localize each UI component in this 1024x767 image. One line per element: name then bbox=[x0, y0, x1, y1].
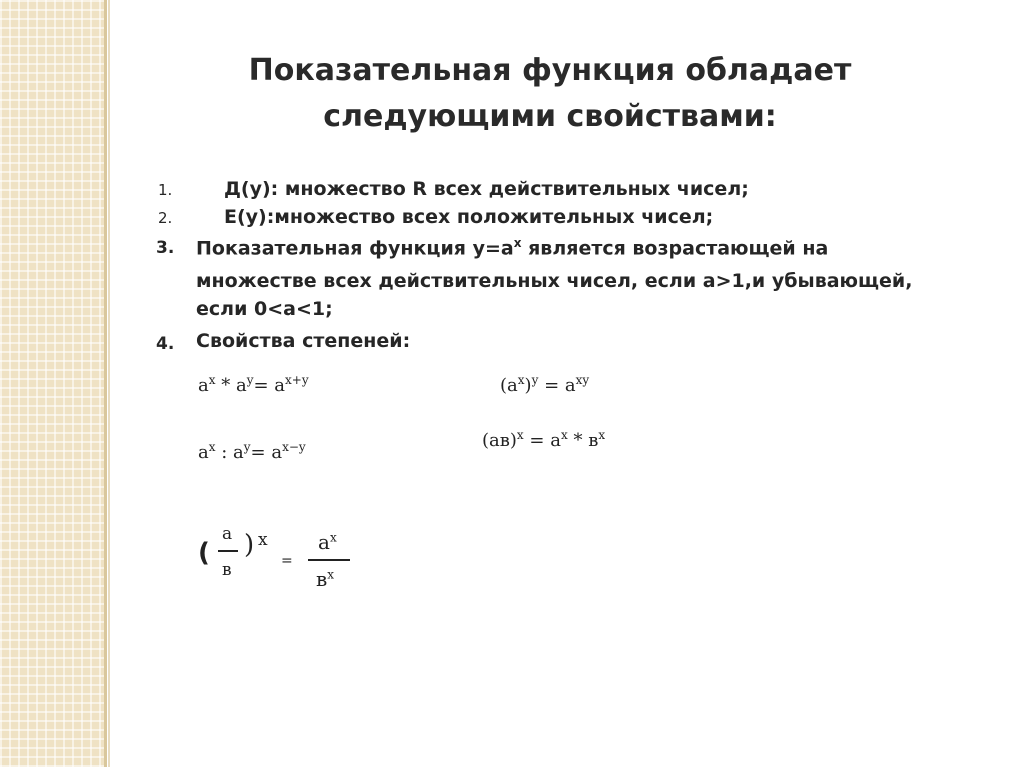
formula-prp-exp: x bbox=[516, 428, 524, 442]
item-3-exponent: x bbox=[513, 236, 522, 250]
item-4-number: 4. bbox=[156, 334, 175, 354]
formula-rnum-base: а bbox=[318, 530, 330, 554]
formula-pp-result-exp: xy bbox=[575, 373, 590, 387]
formula-rden-base: в bbox=[316, 567, 328, 591]
slide-title bbox=[170, 48, 930, 140]
item-4-text: Свойства степеней: bbox=[196, 330, 411, 352]
item-1-text: Д(у): множество R всех действительных чисел; bbox=[224, 178, 749, 200]
item-3-line-2: множестве всех действительных чисел, если а>1,и убывающей, bbox=[196, 270, 913, 292]
formula-pp-eq: = а bbox=[538, 375, 576, 396]
formula-product-eq: = а bbox=[253, 375, 286, 396]
formula-product-base: а bbox=[198, 375, 209, 396]
formula-quotient-result-exp: x−y bbox=[282, 440, 306, 454]
formula-prp-eq: = а bbox=[523, 430, 561, 451]
formula-power-of-power bbox=[500, 373, 589, 396]
side-divider-thin bbox=[108, 0, 110, 767]
formula-rden-exp: x bbox=[327, 567, 335, 582]
formula-pp-close: ) bbox=[524, 375, 532, 396]
formula-quotient-exp1: x bbox=[208, 440, 216, 454]
formula-quotient-div: : а bbox=[215, 442, 244, 463]
formula-quotient-base: а bbox=[198, 442, 209, 463]
formula-fraction-open-paren: ( bbox=[198, 538, 210, 568]
item-2-text: Е(у):множество всех положительных чисел; bbox=[224, 206, 714, 228]
side-divider bbox=[104, 0, 107, 767]
formula-prp-exp3: x bbox=[598, 428, 606, 442]
formula-quotient bbox=[198, 440, 306, 463]
formula-prp-mul: * в bbox=[567, 430, 599, 451]
formula-product-mul: * а bbox=[215, 375, 247, 396]
item-3-text-end: является возрастающей на bbox=[521, 237, 829, 260]
formula-product-result-exp: x+y bbox=[285, 373, 309, 387]
formula-pp-exp2: y bbox=[531, 373, 539, 387]
formula-fraction-result-numerator bbox=[318, 530, 337, 554]
item-3-number: 3. bbox=[156, 238, 175, 258]
formula-fraction-equals: = bbox=[281, 553, 293, 569]
item-3-text bbox=[196, 236, 828, 259]
formula-pp-exp1: x bbox=[517, 373, 525, 387]
title-line-2: следующими свойствами: bbox=[323, 99, 777, 134]
formula-rnum-exp: x bbox=[329, 530, 337, 545]
formula-fraction-numerator: а bbox=[222, 524, 233, 544]
formula-fraction-result-bar bbox=[308, 559, 350, 561]
formula-quotient-exp2: y bbox=[243, 440, 251, 454]
formula-product-power bbox=[482, 428, 605, 451]
title-line-1: Показательная функция обладает bbox=[248, 53, 852, 88]
item-3-line-3: если 0<а<1; bbox=[196, 298, 333, 320]
decorative-side-pattern bbox=[0, 0, 104, 767]
formula-product-exp1: x bbox=[208, 373, 216, 387]
item-2-number: 2. bbox=[158, 209, 173, 227]
formula-fraction-bar bbox=[218, 550, 238, 552]
formula-fraction-close-paren: ) bbox=[244, 530, 255, 560]
formula-prp-exp2: x bbox=[560, 428, 568, 442]
formula-product-exp2: y bbox=[246, 373, 254, 387]
formula-pp-base: (а bbox=[500, 375, 518, 396]
item-3-text-start: Показательная функция у=а bbox=[196, 237, 514, 260]
formula-quotient-eq: = а bbox=[250, 442, 283, 463]
formula-product bbox=[198, 373, 309, 396]
item-1-number: 1. bbox=[158, 181, 173, 199]
formula-prp-base: (ав) bbox=[482, 430, 517, 451]
formula-fraction-denominator: в bbox=[222, 560, 232, 580]
formula-fraction-exponent: x bbox=[258, 530, 268, 550]
formula-fraction-result-denominator bbox=[316, 567, 334, 591]
